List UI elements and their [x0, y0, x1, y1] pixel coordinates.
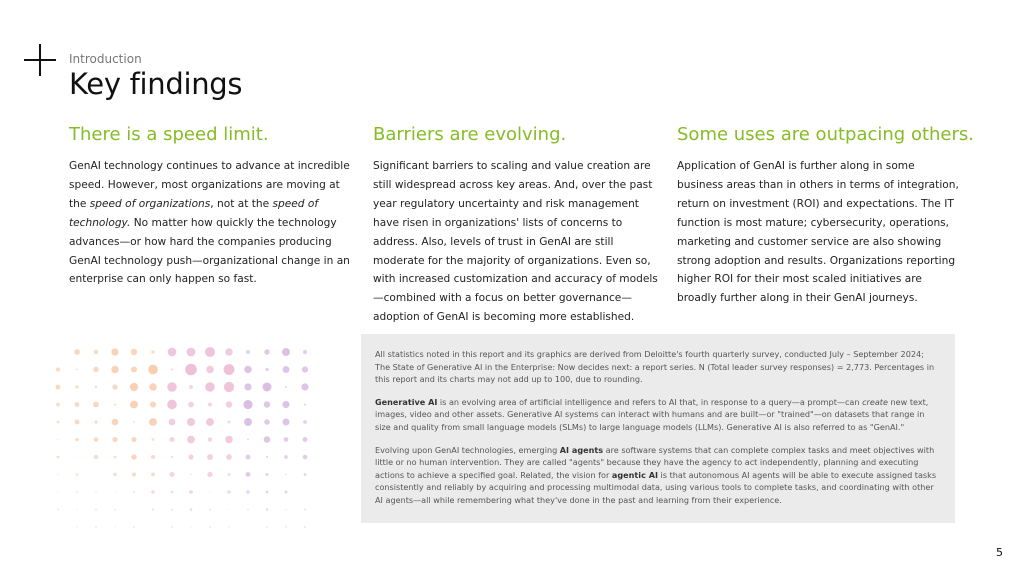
- decorative-dot: [171, 456, 173, 458]
- decorative-dot: [171, 508, 173, 510]
- decorative-dot: [112, 437, 117, 442]
- decorative-dot: [171, 491, 174, 494]
- emphasis-run: speed of organizations: [89, 197, 211, 210]
- decorative-dot: [74, 349, 80, 355]
- decorative-dot: [304, 526, 306, 528]
- text-run: is an evolving area of artificial intelligence and refers to AI that, in response to a query—a prompt—can: [437, 396, 863, 407]
- text-run: new text, images, video and other assets. Generative AI systems can interact with humans and are built—or "trained"—on datasets that range in size and quality from small language models (SLMs) to large language models (LLMs). Generative AI is also referred to as "GenAI.": [375, 396, 929, 432]
- decorative-dot: [167, 400, 177, 410]
- decorative-dot: [244, 366, 252, 374]
- decorative-dot: [302, 437, 307, 442]
- decorative-dot: [188, 454, 193, 459]
- decorative-dot: [114, 456, 117, 459]
- plus-icon: [24, 44, 56, 76]
- decorative-dot: [187, 348, 196, 357]
- decorative-dot: [131, 454, 136, 459]
- decorative-dot: [185, 364, 197, 376]
- bold-run: agentic AI: [611, 469, 658, 480]
- decorative-dot: [57, 421, 60, 424]
- decorative-dot: [152, 438, 155, 441]
- text-run: No matter how quickly the technology advances—or how hard the companies producing GenAI technology push—organizational change in an enterprise can only happen so fast.: [69, 216, 350, 286]
- decorative-dot: [76, 491, 78, 493]
- finding-body: [69, 157, 355, 289]
- decorative-dot: [76, 509, 77, 510]
- decorative-dot: [131, 437, 136, 442]
- decorative-dot: [190, 526, 191, 527]
- decorative-dot: [56, 385, 61, 390]
- decorative-dot: [264, 349, 269, 354]
- decorative-dot: [152, 508, 154, 510]
- decorative-dot: [133, 526, 135, 528]
- decorative-dot: [148, 365, 158, 375]
- decorative-dot: [228, 526, 229, 527]
- decorative-dot: [303, 350, 307, 354]
- decorative-dot: [94, 437, 99, 442]
- decorative-dot: [56, 403, 60, 407]
- decorative-dot: [133, 491, 135, 493]
- decorative-dot: [113, 473, 116, 476]
- decorative-dot: [75, 402, 80, 407]
- decorative-dot: [304, 473, 307, 476]
- decorative-dot: [76, 473, 79, 476]
- decorative-dot: [207, 454, 213, 460]
- bold-run: Generative AI: [375, 396, 438, 407]
- decorative-dot: [207, 472, 212, 477]
- text-run: are software systems that can complete complex tasks and meet objectives with little or no human intervention. They are called "agents" because they have the agency to act independently, planning and executing actions to achieve a specified goal. Related, the vision for: [375, 444, 935, 480]
- decorative-dot: [205, 382, 214, 391]
- decorative-dot: [243, 400, 252, 409]
- note-generative-ai: [375, 396, 941, 434]
- decorative-dot: [188, 402, 194, 408]
- decorative-dot: [209, 509, 211, 511]
- decorative-dot: [190, 474, 191, 475]
- decorative-dot: [132, 473, 136, 477]
- decorative-dot: [206, 418, 214, 426]
- decorative-dot: [247, 509, 248, 510]
- decorative-dot-pattern: [40, 340, 340, 560]
- decorative-dot: [266, 526, 268, 528]
- decorative-dot: [130, 401, 138, 409]
- decorative-dot: [167, 382, 177, 392]
- decorative-dot: [114, 509, 116, 511]
- finding-column-barriers: [373, 124, 659, 327]
- text-run: , not at the: [210, 197, 273, 210]
- decorative-dot: [264, 436, 271, 443]
- decorative-dot: [285, 474, 287, 476]
- decorative-dot: [58, 527, 59, 528]
- decorative-dot: [244, 418, 252, 426]
- decorative-dot: [114, 491, 115, 492]
- decorative-dot: [266, 456, 268, 458]
- finding-body: Application of GenAI is further along in some business areas than in others in terms of integration, return on investment (ROI) and expectations. The IT function is most mature; cybersecurity, operations, marketing and customer service are also showing strong adoption and results. Organizations reporting higher ROI for their most scaled initiatives are broadly further along in their GenAI journeys.: [677, 160, 959, 305]
- decorative-dot: [246, 490, 249, 493]
- decorative-dot: [112, 419, 119, 426]
- decorative-dot: [244, 383, 251, 390]
- decorative-dot: [228, 473, 231, 476]
- decorative-dot: [74, 419, 79, 424]
- decorative-dot: [111, 348, 118, 355]
- text-run: GenAI technology continues to advance at incredible speed. However, most organizations are moving at the: [69, 160, 350, 210]
- decorative-dot: [75, 438, 79, 442]
- decorative-dot: [283, 419, 290, 426]
- decorative-dot: [151, 490, 155, 494]
- decorative-dot: [187, 418, 195, 426]
- decorative-dot: [151, 350, 154, 353]
- decorative-dot: [246, 455, 251, 460]
- decorative-dot: [95, 386, 98, 389]
- decorative-dot: [171, 526, 173, 528]
- decorative-dot: [285, 526, 286, 527]
- decorative-dot: [282, 401, 289, 408]
- decorative-dot: [57, 509, 59, 511]
- decorative-dot: [134, 509, 135, 510]
- decorative-dot: [228, 421, 231, 424]
- decorative-dot: [282, 348, 290, 356]
- decorative-dot: [225, 348, 233, 356]
- decorative-dot: [246, 472, 251, 477]
- decorative-dot: [205, 347, 215, 357]
- decorative-dot: [57, 351, 58, 352]
- decorative-dot: [285, 509, 286, 510]
- decorative-dot: [57, 491, 58, 492]
- decorative-dot: [151, 455, 155, 459]
- page-number: 5: [996, 546, 1003, 559]
- decorative-dot: [131, 349, 138, 356]
- decorative-dot: [265, 368, 268, 371]
- decorative-dot: [189, 385, 193, 389]
- decorative-dot: [189, 490, 193, 494]
- decorative-dot: [112, 384, 117, 389]
- decorative-dot: [224, 364, 235, 375]
- decorative-dot: [226, 401, 232, 407]
- note-ai-agents: [375, 444, 941, 507]
- decorative-dot: [57, 474, 59, 476]
- decorative-dot: [56, 367, 60, 371]
- decorative-dot: [284, 437, 289, 442]
- section-eyebrow: Introduction: [69, 52, 142, 66]
- decorative-dot: [169, 419, 176, 426]
- decorative-dot: [209, 526, 211, 528]
- decorative-dot: [93, 367, 98, 372]
- decorative-dot: [151, 473, 155, 477]
- decorative-dot: [149, 383, 156, 390]
- decorative-dot: [190, 508, 193, 511]
- emphasis-run: create: [862, 396, 888, 407]
- decorative-dot: [111, 366, 118, 373]
- decorative-dot: [224, 382, 234, 392]
- note-statistics: All statistics noted in this report and its graphics are derived from Deloitte's fourth quarterly survey, conducted July – September 2024; The State of Generative AI in the Enterprise: Now decides next: a report series. N (Total leader survey responses) = 2,773. Percentages in this report and its charts may not add up to 100, due to rounding.: [375, 349, 935, 385]
- decorative-dot: [130, 383, 138, 391]
- decorative-dot: [114, 526, 115, 527]
- decorative-dot: [94, 455, 98, 459]
- decorative-dot: [76, 368, 78, 370]
- decorative-dot: [301, 383, 308, 390]
- decorative-dot: [169, 437, 174, 442]
- decorative-dot: [264, 419, 270, 425]
- decorative-dot: [285, 386, 287, 388]
- decorative-dot: [209, 491, 210, 492]
- decorative-dot: [75, 385, 78, 388]
- decorative-dot: [208, 437, 212, 441]
- decorative-dot: [131, 366, 137, 372]
- decorative-dot: [285, 491, 288, 494]
- decorative-dot: [283, 366, 290, 373]
- finding-heading: Some uses are outpacing others.: [677, 124, 974, 145]
- decorative-dot: [247, 439, 249, 441]
- decorative-dot: [248, 527, 249, 528]
- decorative-dot: [95, 491, 97, 493]
- decorative-dot: [93, 402, 99, 408]
- decorative-dot: [228, 509, 229, 510]
- decorative-dot: [76, 526, 77, 527]
- decorative-dot: [114, 403, 116, 405]
- decorative-dot: [187, 436, 195, 444]
- decorative-dot: [304, 403, 306, 405]
- decorative-dot: [170, 472, 175, 477]
- decorative-dot: [302, 366, 308, 372]
- decorative-dot: [246, 350, 250, 354]
- decorative-dot: [150, 401, 156, 407]
- finding-column-speed-limit: [69, 124, 355, 289]
- decorative-dot: [227, 490, 231, 494]
- decorative-dot: [57, 456, 60, 459]
- decorative-dot: [265, 473, 268, 476]
- decorative-dot: [303, 420, 307, 424]
- emphasis-run: speed of technology.: [69, 197, 319, 229]
- text-run: is that autonomous AI agents will be able to execute assigned tasks consistently and reliably by acquiring and processing multimodal data, using various tools to complete tasks, and coordinating with other AI agents—all while remembering what they've done in the past and learning from their experience.: [375, 469, 937, 505]
- methodology-note: [361, 334, 955, 523]
- finding-body: Significant barriers to scaling and value creation are still widespread across key areas. And, over the past year regulatory uncertainty and risk management have risen in organizations' lists of concerns to address. Also, levels of trust in GenAI are still moderate for the majority of organizations. Even so, with increased customization and accuracy of models—combined with a focus on better governance—adoption of GenAI is becoming more established.: [373, 160, 658, 324]
- decorative-dot: [168, 348, 177, 357]
- decorative-dot: [264, 401, 270, 407]
- decorative-dot: [94, 420, 97, 423]
- decorative-dot: [95, 474, 96, 475]
- decorative-dot: [226, 454, 232, 460]
- decorative-dot: [171, 368, 173, 370]
- decorative-dot: [133, 421, 135, 423]
- page-title: Key findings: [69, 67, 243, 101]
- decorative-dot: [225, 436, 233, 444]
- decorative-dot: [206, 366, 214, 374]
- decorative-dot: [266, 508, 268, 510]
- bold-run: AI agents: [559, 444, 604, 455]
- decorative-dot: [284, 455, 288, 459]
- decorative-dot: [94, 350, 98, 354]
- decorative-dot: [95, 526, 97, 528]
- finding-column-uses: [677, 124, 974, 308]
- decorative-dot: [208, 402, 212, 406]
- decorative-dot: [77, 457, 78, 458]
- finding-heading: There is a speed limit.: [69, 124, 269, 145]
- finding-heading: Barriers are evolving.: [373, 124, 567, 145]
- decorative-dot: [263, 383, 272, 392]
- decorative-dot: [304, 509, 306, 511]
- decorative-dot: [303, 455, 308, 460]
- decorative-dot: [149, 418, 157, 426]
- decorative-dot: [95, 509, 97, 511]
- text-run: Evolving upon GenAI technologies, emerging: [375, 444, 560, 455]
- decorative-dot: [57, 439, 58, 440]
- decorative-dot: [305, 492, 306, 493]
- decorative-dot: [266, 491, 269, 494]
